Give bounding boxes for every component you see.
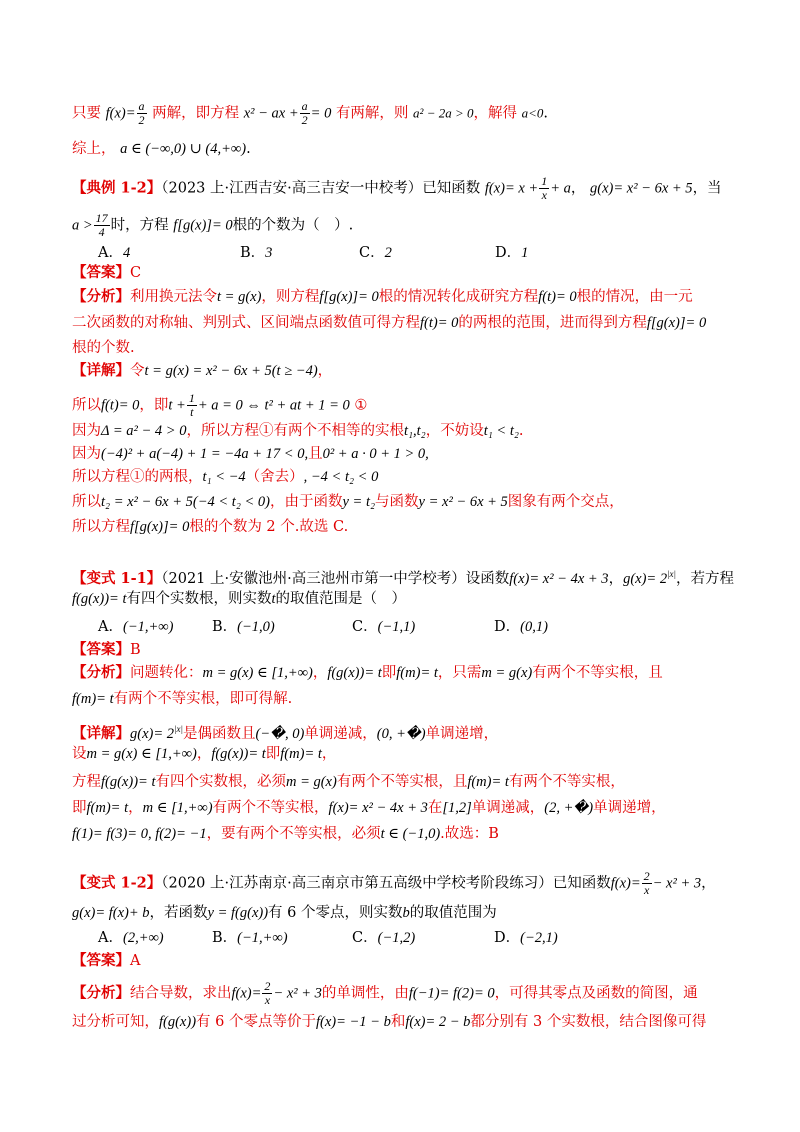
analysis-line: 【分析】结合导数，求出f(x)= $\frac{2}{x}$ − x² + 3的单调性，由f(−1)= f(2)= 0，可得其零点及函数的简图，通 (72, 979, 698, 1007)
detail-line: 因为Δ = a² − 4 > 0，所以方程①有两个不相等的实根t₁,t₂，不妨设t₁ < t₂. (72, 423, 524, 439)
analysis-line: 二次函数的对称轴、判别式、区间端点函数值可得方程f(t)= 0的两根的范围，进而得到方程f[g(x)]= 0 (72, 315, 707, 331)
option-d[interactable]: D．(0,1) (494, 619, 548, 635)
text-line: a > $\frac{17}{4}$ 时，方程 f[g(x)]= 0根的个数为（ ）. (72, 211, 354, 239)
detail-line: 【详解】$g(x)= 2^{|x|}$是偶函数且(−�, 0)单调递减，(0, +�)单调递增， (72, 724, 499, 742)
detail-line: 所以方程①的两根，t₁ < −4（舍去）, −4 < t₂ < 0 (72, 469, 379, 485)
detail-line: 设m = g(x) ∈ [1,+∞)，f(g(x))= t即f(m)= t， (72, 746, 337, 762)
option-c[interactable]: C．2 (359, 245, 392, 261)
fraction: $\frac{a}{2}$ (301, 99, 308, 127)
answer-line: 【答案】B (72, 641, 141, 658)
fraction: $\frac{17}{4}$ (95, 211, 108, 239)
example-header: 【典例 1-2】（2023 上·江西吉安·高三吉安一中校考）已知函数 f(x)= x + $\frac{1}{x}$ + a， g(x)= x² − 6x + 5，当 (72, 174, 722, 202)
fraction: $\frac{1}{x}$ (541, 174, 548, 202)
option-d[interactable]: D．1 (495, 245, 529, 261)
analysis-line: 过分析可知，f(g(x))有 6 个零点等价于f(x)= −1 − b和f(x)= 2 − b都分别有 3 个实数根，结合图像可得 (72, 1014, 707, 1030)
detail-line: f(1)= f(3)= 0, f(2)= −1，要有两个不等实根，必须t ∈ (−1,0).故选：B (72, 826, 499, 842)
option-a[interactable]: A．(−1,+∞) (98, 619, 174, 635)
detail-line: 所以方程f[g(x)]= 0根的个数为 2 个.故选 C. (72, 519, 349, 535)
detail-line: 所以f(t)= 0，即t + $\frac{1}{t}$ + a = 0 ⇔ t² + at + 1 = 0 ① (72, 391, 368, 419)
option-a[interactable]: A．(2,+∞) (98, 930, 164, 946)
answer-line: 【答案】A (72, 952, 141, 969)
text-line: f(g(x))= t有四个实数根，则实数t的取值范围是（ ） (72, 591, 406, 607)
text-line: g(x)= f(x)+ b，若函数y = f(g(x))有 6 个零点，则实数b的取值范围为 (72, 905, 497, 921)
text-line: 综上， a ∈ (−∞,0) ∪ (4,+∞). (72, 141, 251, 157)
analysis-line: f(m)= t有两个不等实根，即可得解. (72, 691, 293, 707)
analysis-line: 【分析】问题转化：m = g(x) ∈ [1,+∞)，f(g(x))= t即f(m)= t，只需m = g(x)有两个不等实根，且 (72, 664, 663, 681)
option-c[interactable]: C．(−1,1) (352, 619, 416, 635)
option-b[interactable]: B．3 (240, 245, 273, 261)
analysis-line: 根的个数. (72, 340, 135, 356)
variant-header: 【变式 1-1】（2021 上·安徽池州·高三池州市第一中学校考）设函数f(x)= x² − 4x + 3，$g(x)= 2^{|x|}$，若方程 (72, 569, 735, 587)
detail-line: 因为(−4)² + a(−4) + 1 = −4a + 17 < 0,且0² + a · 0 + 1 > 0, (72, 446, 429, 462)
option-d[interactable]: D．(−2,1) (494, 930, 558, 946)
detail-line: 所以t₂ = x² − 6x + 5(−4 < t₂ < 0)，由于函数y = t₂与函数y = x² − 6x + 5图象有两个交点， (72, 494, 624, 510)
fraction: $\frac{2}{x}$ (643, 869, 650, 897)
fraction: $\frac{1}{t}$ (188, 391, 195, 419)
option-b[interactable]: B．(−1,0) (212, 619, 275, 635)
analysis-line: 【分析】利用换元法令t = g(x)，则方程f[g(x)]= 0根的情况转化成研究方程f(t)= 0根的情况，由一元 (72, 288, 693, 305)
text-line: 只要 f(x)= $\frac{a}{2}$ 两解，即方程 x² − ax + $\frac{a}{2}$ = 0 有两解，则 a² − 2a > 0，解得 a<0. (72, 99, 548, 127)
detail-line: 【详解】令t = g(x) = x² − 6x + 5(t ≥ −4)， (72, 362, 333, 379)
detail-line: 方程f(g(x))= t有四个实数根，必须m = g(x)有两个不等实根，且f(m)= t有两个不等实根， (72, 774, 625, 790)
detail-line: 即f(m)= t，m ∈ [1,+∞)有两个不等实根，f(x)= x² − 4x + 3在[1,2]单调递减，(2, +�)单调递增， (72, 800, 666, 816)
answer-line: 【答案】C (72, 264, 142, 281)
fraction: $\frac{a}{2}$ (138, 99, 145, 127)
option-a[interactable]: A．4 (98, 245, 131, 261)
fraction: $\frac{2}{x}$ (264, 979, 271, 1007)
variant-header: 【变式 1-2】（2020 上·江苏南京·高三南京市第五高级中学校考阶段练习）已知函数f(x)= $\frac{2}{x}$ − x² + 3， (72, 869, 716, 897)
option-b[interactable]: B．(−1,+∞) (212, 930, 288, 946)
option-c[interactable]: C．(−1,2) (352, 930, 416, 946)
